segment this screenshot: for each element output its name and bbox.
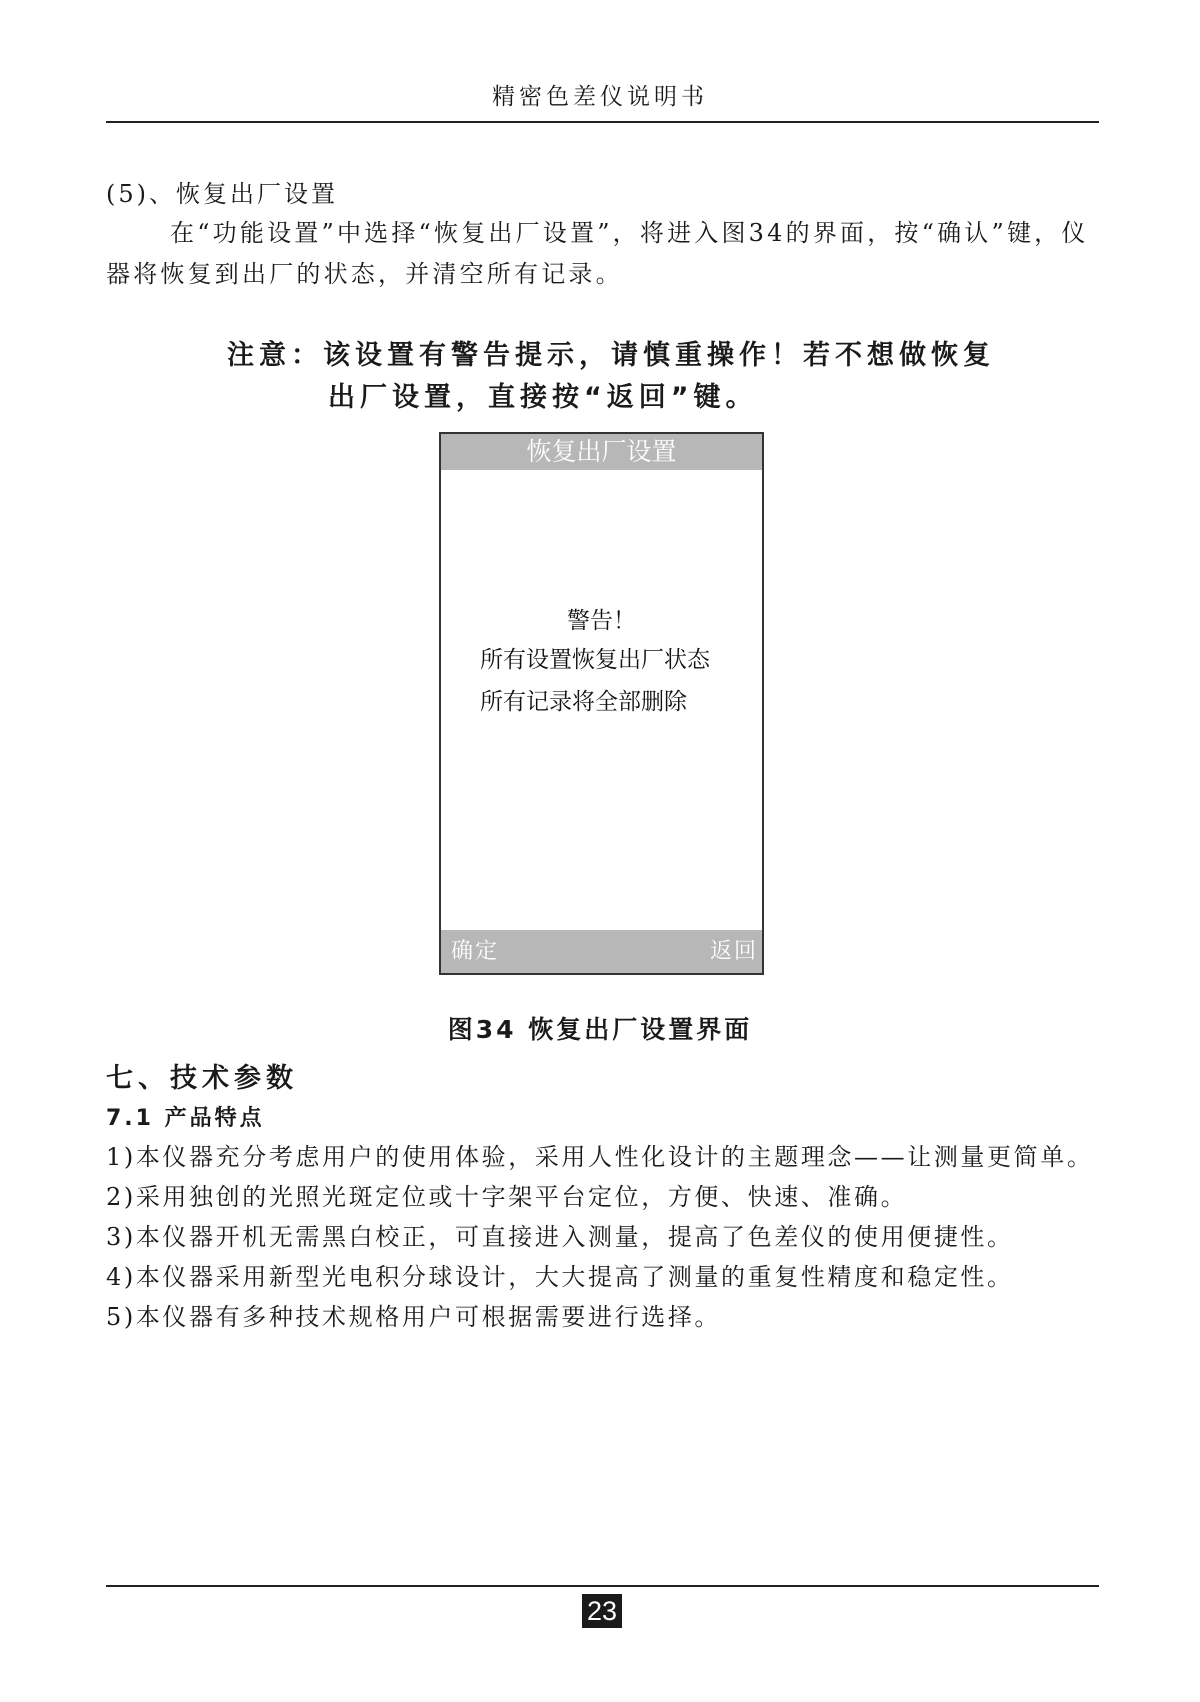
screen-title-bar: 恢复出厂设置	[441, 434, 762, 470]
chapter-title: 七、技术参数	[106, 1063, 298, 1094]
feature-item: 5)本仪器有多种技术规格用户可根据需要进行选择。	[106, 1303, 722, 1331]
section-paragraph: 在“功能设置”中选择“恢复出厂设置”，将进入图34的界面，按“确认”键，仪器将恢复到出厂的状态，并清空所有记录。	[106, 219, 1089, 288]
back-softkey: 返回	[709, 939, 758, 964]
feature-item: 4)本仪器采用新型光电积分球设计，大大提高了测量的重复性精度和稳定性。	[106, 1263, 1014, 1291]
notice-line-1: 注意：该设置有警告提示，请慎重操作！若不想做恢复	[227, 340, 995, 371]
feature-list	[106, 1137, 1106, 1337]
figure-caption: 图34 恢复出厂设置界面	[447, 1015, 753, 1044]
feature-item: 3)本仪器开机无需黑白校正，可直接进入测量，提高了色差仪的使用便捷性。	[106, 1223, 1014, 1251]
feature-item: 2)采用独创的光照光斑定位或十字架平台定位，方便、快速、准确。	[106, 1183, 908, 1211]
screen-softkey-bar	[441, 930, 762, 973]
page-number: 23	[582, 1594, 622, 1628]
footer-divider	[106, 1585, 1099, 1587]
screen-warning-text: 警告！	[567, 608, 636, 634]
subsection-title: 7.1 产品特点	[106, 1106, 265, 1131]
notice-line-2: 出厂设置，直接按“返回”键。	[328, 382, 758, 413]
device-screen-figure	[439, 432, 764, 975]
header-divider	[106, 121, 1099, 123]
confirm-softkey: 确定	[451, 939, 500, 964]
document-header-title: 精密色差仪说明书	[492, 84, 708, 110]
screen-message-line-2: 所有记录将全部删除	[480, 689, 687, 715]
screen-message-line-1: 所有设置恢复出厂状态	[480, 647, 710, 673]
section-heading: (5)、恢复出厂设置	[106, 180, 338, 208]
feature-item: 1)本仪器充分考虑用户的使用体验，采用人性化设计的主题理念——让测量更简单。	[106, 1143, 1094, 1171]
